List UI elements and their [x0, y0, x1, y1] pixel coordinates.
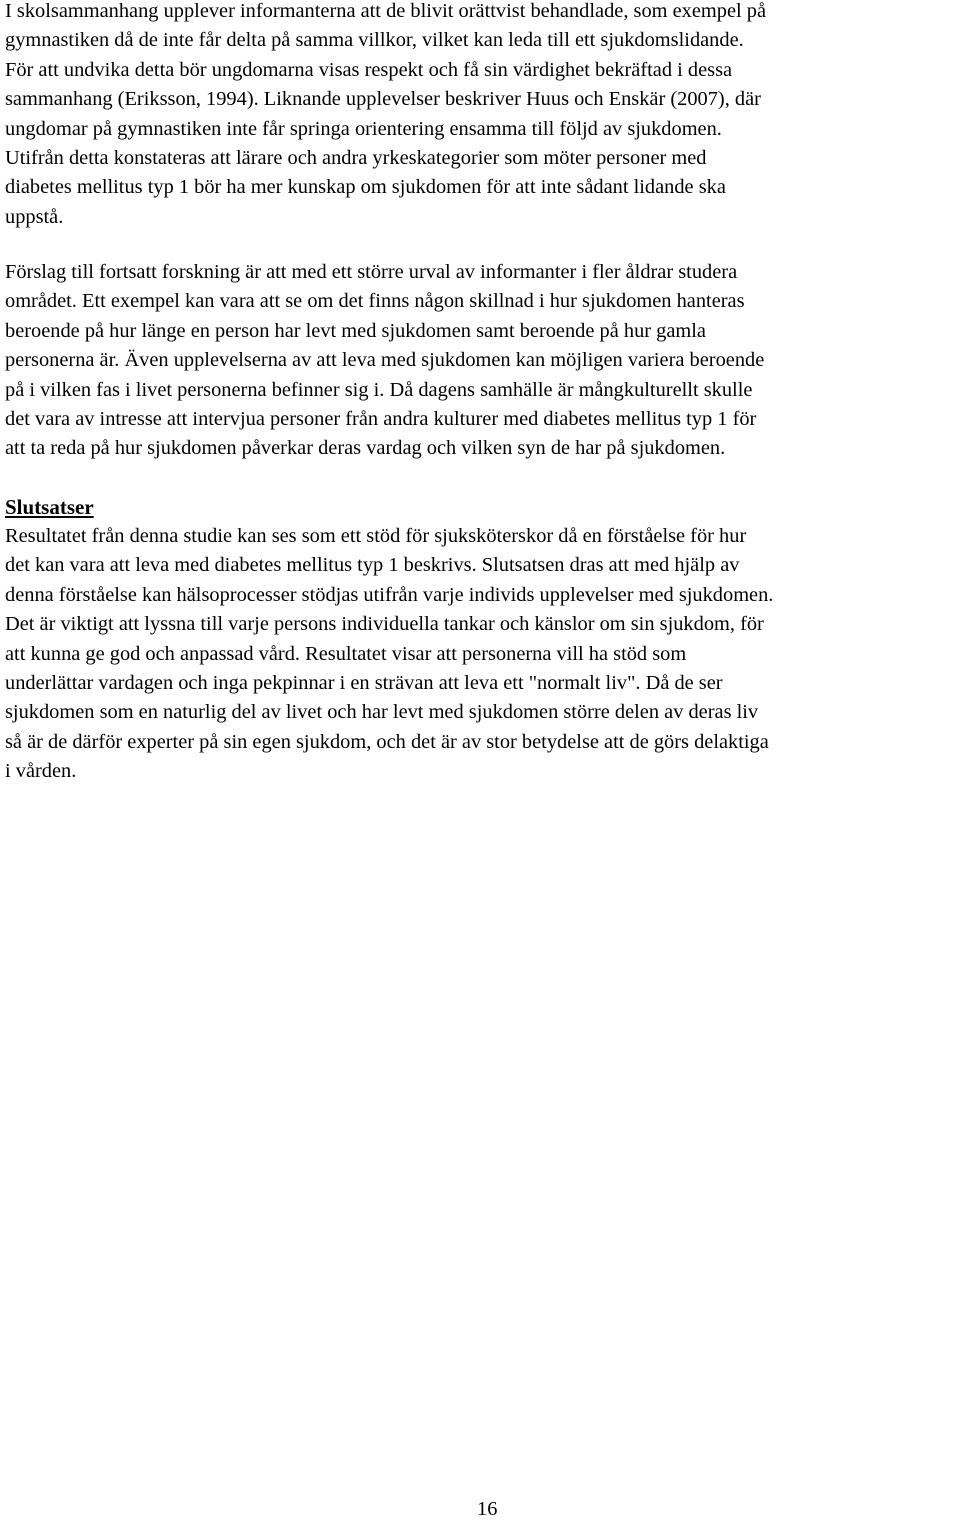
paragraph-1 [5, 0, 766, 232]
text-line: underlättar vardagen och inga pekpinnar i en strävan att leva ett "normalt liv". Då de ser [5, 672, 723, 695]
text-line: det vara av intresse att intervjua personer från andra kulturer med diabetes mellitus typ 1 för [5, 408, 757, 431]
text-line: att kunna ge god och anpassad vård. Resultatet visar att personerna vill ha stöd som [5, 642, 687, 665]
text-line: så är de därför experter på sin egen sjukdom, och det är av stor betydelse att de görs delaktiga [5, 730, 769, 753]
text-line: uppstå. [5, 205, 64, 228]
paragraph-2 [5, 258, 764, 464]
text-line: området. Ett exempel kan vara att se om det finns någon skillnad i hur sjukdomen hanteras [5, 290, 745, 313]
text-line: Förslag till fortsatt forskning är att med ett större urval av informanter i fler åldrar studera [5, 261, 738, 283]
page-number: 16 [477, 1498, 498, 1520]
text-line: på i vilken fas i livet personerna befinner sig i. Då dagens samhälle är mångkulturellt skulle [5, 378, 753, 401]
text-line: ungdomar på gymnastiken inte får springa orientering ensamma till följd av sjukdomen. [5, 117, 722, 140]
text-line: att ta reda på hur sjukdomen påverkar deras vardag och vilken syn de har på sjukdomen. [5, 437, 726, 460]
text-line: Det är viktigt att lyssna till varje persons individuella tankar och känslor om sin sjukdom, för [5, 613, 764, 636]
text-line: denna förståelse kan hälsoprocesser stödjas utifrån varje individs upplevelser med sjukdomen. [5, 583, 774, 606]
text-line: i vården. [5, 760, 77, 783]
text-line: beroende på hur länge en person har levt med sjukdomen samt beroende på hur gamla [5, 319, 706, 342]
text-line: det kan vara att leva med diabetes mellitus typ 1 beskrivs. Slutsatsen dras att med hjälp av [5, 554, 740, 577]
text-line: För att undvika detta bör ungdomarna visas respekt och få sin värdighet bekräftad i dessa [5, 58, 733, 81]
text-line: diabetes mellitus typ 1 bör ha mer kunskap om sjukdomen för att inte sådant lidande ska [5, 176, 726, 199]
text-line: personerna är. Även upplevelserna av att leva med sjukdomen kan möjligen variera beroende [5, 349, 765, 372]
text-line: sammanhang (Eriksson, 1994). Liknande upplevelser beskriver Huus och Enskär (2007), där [5, 88, 761, 111]
text-line: I skolsammanhang upplever informanterna att de blivit orättvist behandlade, som exempel på [5, 0, 767, 22]
text-line: Resultatet från denna studie kan ses som ett stöd för sjuksköterskor då en förståelse för hur [5, 525, 747, 547]
section-heading: Slutsatser [5, 495, 94, 519]
text-line: sjukdomen som en naturlig del av livet och har levt med sjukdomen större delen av deras liv [5, 701, 759, 724]
text-line: gymnastiken då de inte får delta på samma villkor, vilket kan leda till ett sjukdomslidande. [5, 29, 744, 52]
paragraph-3 [5, 522, 773, 787]
text-line: Utifrån detta konstateras att lärare och andra yrkeskategorier som möter personer med [5, 147, 707, 170]
